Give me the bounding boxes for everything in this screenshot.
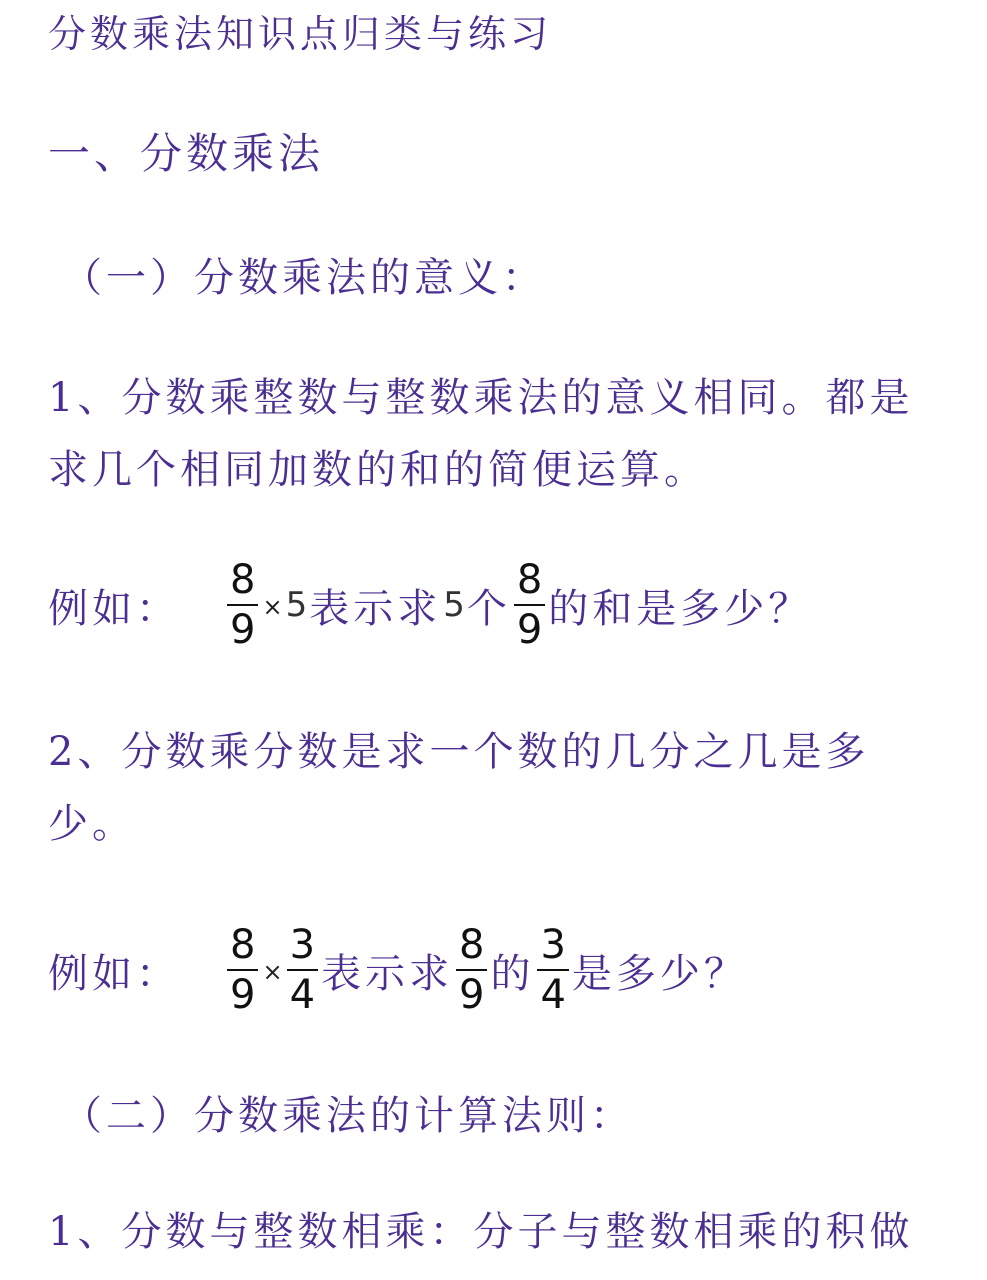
fraction-denominator: 9 bbox=[230, 607, 256, 653]
fraction-denominator: 9 bbox=[230, 972, 256, 1018]
fraction-8-9 bbox=[227, 557, 258, 653]
point-2-line-1: 2、分数乘分数是求一个数的几分之几是多 bbox=[48, 729, 870, 775]
example-text: 个 bbox=[466, 585, 511, 632]
fraction-numerator: 8 bbox=[516, 557, 543, 603]
times-sign: × bbox=[262, 958, 283, 986]
example-1 bbox=[48, 550, 812, 660]
example-label: 例如： bbox=[48, 585, 180, 632]
example-text: 表示求 bbox=[321, 950, 454, 997]
section-heading-fraction-multiplication: 一、分数乘法 bbox=[48, 129, 325, 178]
subsection-heading-calculation-rules: （二）分数乘法的计算法则： bbox=[62, 1093, 634, 1139]
point-2-line-2: 少。 bbox=[48, 801, 136, 847]
point-3-line-1: 1、分数与整数相乘：分子与整数相乘的积做 bbox=[48, 1209, 914, 1255]
fraction-denominator: 4 bbox=[289, 972, 316, 1018]
fraction-numerator: 8 bbox=[459, 922, 485, 968]
example-text: 的 bbox=[490, 950, 535, 997]
fraction-numerator: 3 bbox=[289, 922, 316, 968]
fraction-numerator: 3 bbox=[540, 922, 566, 968]
integer-factor: 5 bbox=[285, 585, 308, 625]
fraction-denominator: 4 bbox=[540, 972, 566, 1018]
fraction-8-9 bbox=[514, 557, 545, 653]
times-sign: × bbox=[262, 593, 283, 621]
example-text: 的和是多少？ bbox=[548, 585, 813, 632]
fraction-numerator: 8 bbox=[230, 922, 256, 968]
point-1-line-1: 1、分数乘整数与整数乘法的意义相同。都是 bbox=[48, 375, 914, 421]
fraction-3-4 bbox=[287, 922, 318, 1018]
fraction-numerator: 8 bbox=[230, 557, 256, 603]
fraction-8-9 bbox=[227, 922, 258, 1018]
example-2 bbox=[48, 915, 748, 1025]
example-text: 是多少？ bbox=[571, 950, 748, 997]
point-1-line-2: 求几个相同加数的和的简便运算。 bbox=[48, 447, 708, 493]
subsection-heading-meaning: （一）分数乘法的意义： bbox=[62, 255, 546, 301]
fraction-denominator: 9 bbox=[516, 607, 543, 653]
document-title: 分数乘法知识点归类与练习 bbox=[48, 12, 553, 56]
example-text: 表示求 bbox=[309, 585, 442, 632]
fraction-3-4 bbox=[537, 922, 568, 1018]
example-label: 例如： bbox=[48, 950, 180, 997]
count-number: 5 bbox=[443, 585, 465, 625]
fraction-denominator: 9 bbox=[459, 972, 485, 1018]
fraction-8-9 bbox=[456, 922, 487, 1018]
